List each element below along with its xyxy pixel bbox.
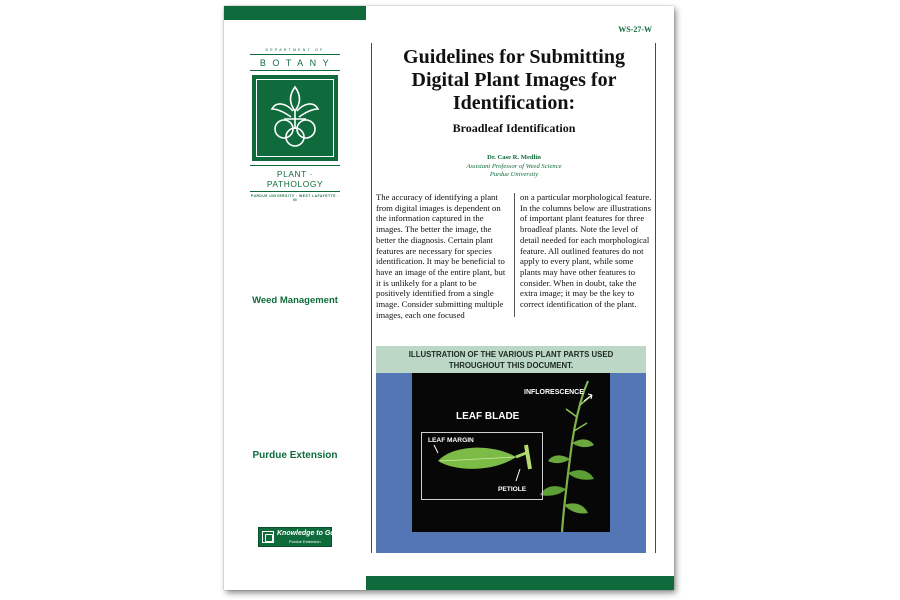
purdue-extension-label: Purdue Extension xyxy=(252,450,338,461)
author-name: Dr. Case R. Medlin xyxy=(487,154,541,161)
label-petiole: PETIOLE xyxy=(498,486,527,493)
document-subtitle: Broadleaf Identification xyxy=(452,121,576,135)
author-affiliation: Purdue University xyxy=(489,171,539,179)
logo-plant-pathology-text: PLANT · PATHOLOGY xyxy=(250,165,340,189)
body-column-1: The accuracy of identifying a plant from digital images is dependent on the information captured in the images. The better the image, the better the diagnosis. Certain plant features are necessary for species identification. It may be beneficial to have an image of the entire plant, but it is unlikely for a plant to be positively identified from a single image. Consider submitting multiple images, each one focused xyxy=(376,192,506,320)
logo-university-text: PURDUE UNIVERSITY · WEST LAFAYETTE · IN xyxy=(250,191,340,202)
logo-department-text: DEPARTMENT OF xyxy=(250,48,340,55)
author-block xyxy=(376,154,652,180)
column-divider xyxy=(514,193,515,317)
plant-parts-photo xyxy=(412,373,610,532)
label-leaf-margin: LEAF MARGIN xyxy=(428,437,474,444)
knowledge-to-go-icon xyxy=(262,531,274,543)
badge-subtitle: Purdue Extension xyxy=(289,539,321,544)
fleur-de-lis-emblem xyxy=(252,75,338,161)
left-column-rule xyxy=(371,43,372,553)
author-role: Assistant Professor of Weed Science xyxy=(466,162,562,170)
document-code: WS-27-W xyxy=(618,25,652,34)
illustration-frame xyxy=(376,373,646,553)
bottom-accent-bar xyxy=(366,576,674,590)
document-title: Guidelines for Submitting Digital Plant Images for Identification: xyxy=(403,46,625,114)
document-page xyxy=(224,6,674,590)
logo-botany-text: BOTANY xyxy=(250,55,340,71)
illustration-header xyxy=(376,346,646,373)
knowledge-to-go-badge xyxy=(258,527,335,547)
illustration-header-line-2: THROUGHOUT THIS DOCUMENT. xyxy=(448,361,574,370)
label-inflorescence: INFLORESCENCE xyxy=(524,389,584,396)
top-accent-bar xyxy=(224,6,366,20)
weed-management-label: Weed Management xyxy=(252,295,338,306)
label-leaf-blade: LEAF BLADE xyxy=(456,411,520,422)
body-column-2: on a particular morphological feature. In the columns below are illustrations of important plant features for three broadleaf plants. Note the level of detail needed for each morphological feature. All outlined features do not apply to every plant, while some plants may have other features to consider. When in doubt, take the extra image; it may be the key to correct identification of the plant. xyxy=(520,192,652,310)
fleur-de-lis-icon xyxy=(256,79,334,157)
botany-plant-pathology-logo xyxy=(250,48,340,202)
illustration-header-line-1: ILLUSTRATION OF THE VARIOUS PLANT PARTS USED xyxy=(408,350,614,359)
badge-title: Knowledge to Go xyxy=(277,530,335,537)
right-column-rule xyxy=(655,43,656,553)
